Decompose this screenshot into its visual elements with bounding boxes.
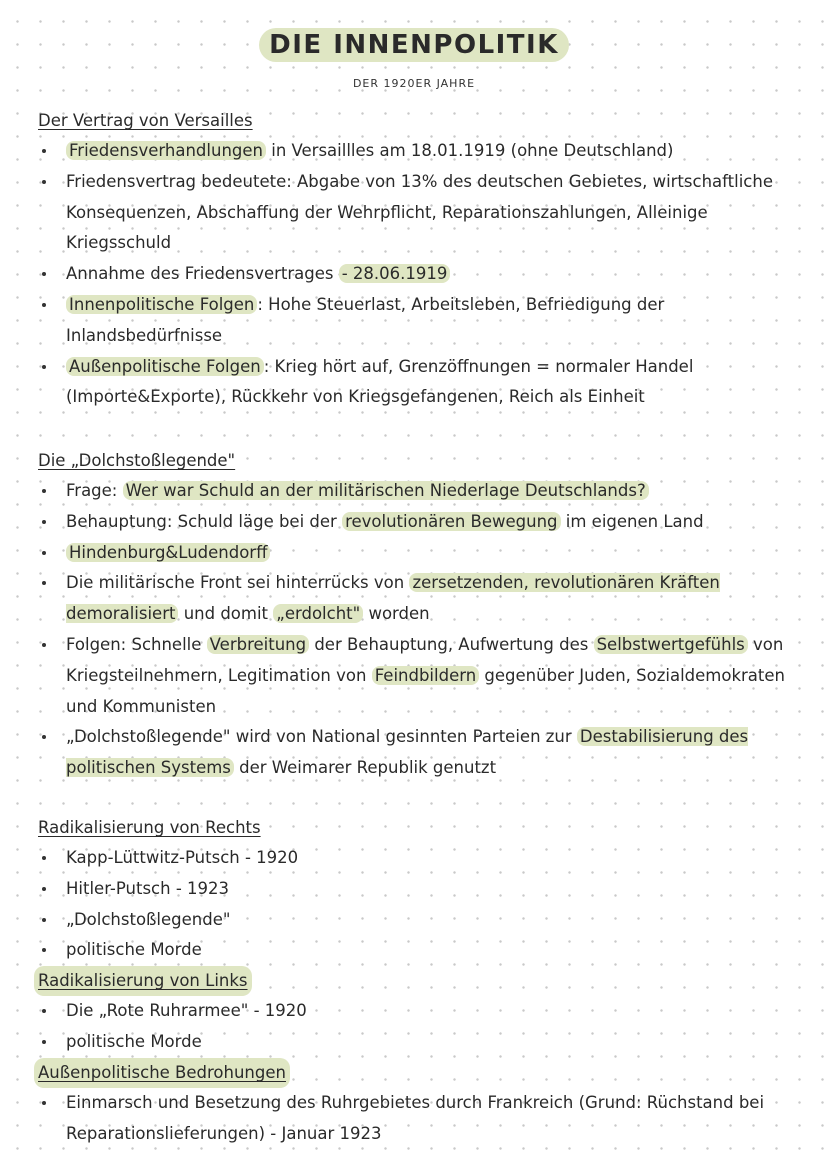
list-item: „Dolchstoßlegende" bbox=[38, 905, 798, 936]
bullet-list bbox=[38, 996, 798, 1058]
list-item: politische Morde bbox=[38, 935, 798, 966]
section-links bbox=[38, 966, 798, 1058]
list-item: Hindenburg&Ludendorff bbox=[38, 538, 798, 569]
bullet-list bbox=[38, 136, 798, 413]
bullet-list bbox=[38, 843, 798, 966]
list-item: Behauptung: Schuld läge bei der revolutionären Bewegung im eigenen Land bbox=[38, 507, 798, 538]
list-item: Friedensvertrag bedeutete: Abgabe von 13% des deutschen Gebietes, wirtschaftliche Konsequenzen, Abschaffung der Wehrpflicht, Reparationszahlungen, Alleinige Kriegsschuld bbox=[38, 167, 798, 259]
section-heading: Außenpolitische Bedrohungen bbox=[34, 1058, 290, 1088]
section-heading: Radikalisierung von Rechts bbox=[38, 818, 261, 837]
list-item: Hitler-Putsch - 1923 bbox=[38, 874, 798, 905]
section-heading: Radikalisierung von Links bbox=[34, 966, 252, 996]
list-item: Kapp-Lüttwitz-Putsch - 1920 bbox=[38, 843, 798, 874]
list-item: Frage: Wer war Schuld an der militärischen Niederlage Deutschlands? bbox=[38, 476, 798, 507]
section-dolchstoss bbox=[38, 446, 798, 784]
section-aussen bbox=[38, 1058, 798, 1150]
list-item: Die „Rote Ruhrarmee" - 1920 bbox=[38, 996, 798, 1027]
list-item: Folgen: Schnelle Verbreitung der Behauptung, Aufwertung des Selbstwertgefühls von Kriegsteilnehmern, Legitimation von Feindbildern gegenüber Juden, Sozialdemokraten und Kommunisten bbox=[38, 630, 798, 722]
list-item: Außenpolitische Folgen : Krieg hört auf, Grenzöffnungen = normaler Handel (Importe&Exporte), Rückkehr von Kriegsgefangenen, Reich als Einheit bbox=[38, 352, 798, 414]
section-versailles bbox=[38, 106, 798, 413]
list-item: Friedensverhandlungen in Versaillles am 18.01.1919 (ohne Deutschland) bbox=[38, 136, 798, 167]
list-item: politische Morde bbox=[38, 1027, 798, 1058]
list-item: „Dolchstoßlegende" wird von National gesinnten Parteien zur Destabilisierung des politischen Systems der Weimarer Republik genutzt bbox=[38, 722, 798, 784]
page-title: DIE INNENPOLITIK bbox=[259, 28, 569, 62]
section-heading: Der Vertrag von Versailles bbox=[38, 111, 253, 130]
bullet-list bbox=[38, 1088, 798, 1150]
bullet-list bbox=[38, 476, 798, 784]
list-item: Die militärische Front sei hinterrücks von zersetzenden, revolutionären Kräften demoralisiert und domit „erdolcht" worden bbox=[38, 568, 798, 630]
list-item: Einmarsch und Besetzung des Ruhrgebietes durch Frankreich (Grund: Rüchstand bei Reparationslieferungen) - Januar 1923 bbox=[38, 1088, 798, 1150]
list-item: Annahme des Friedensvertrages - 28.06.1919 bbox=[38, 259, 798, 290]
section-rechts bbox=[38, 813, 798, 966]
section-heading: Die „Dolchstoßlegende" bbox=[38, 451, 236, 470]
list-item: Innenpolitische Folgen : Hohe Steuerlast, Arbeitsleben, Befriedigung der Inlandsbedürfnisse bbox=[38, 290, 798, 352]
page-subtitle: DER 1920ER JAHRE bbox=[352, 77, 476, 90]
